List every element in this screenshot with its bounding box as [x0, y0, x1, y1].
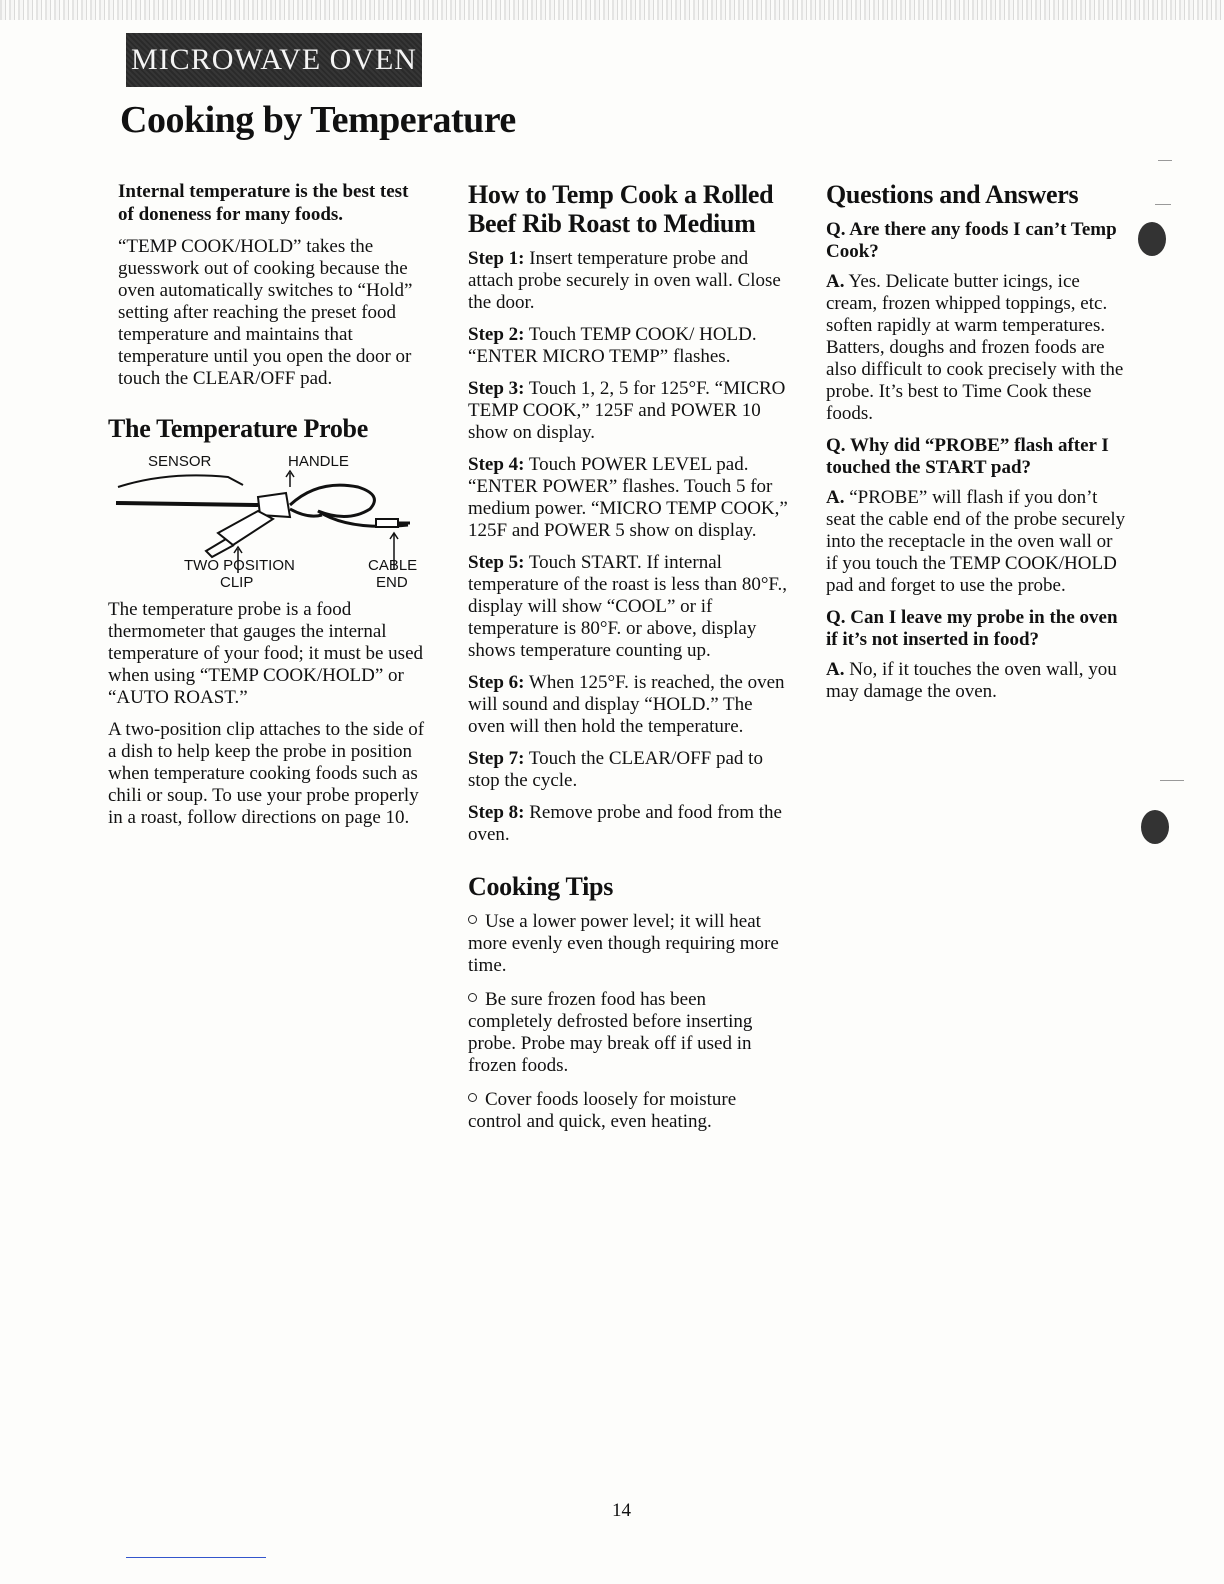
tips-list	[468, 911, 788, 1133]
edge-mark	[1160, 780, 1184, 781]
left-column	[108, 180, 428, 839]
question	[826, 219, 1126, 263]
step-text: Touch the CLEAR/OFF pad to stop the cycle.	[468, 748, 763, 791]
bullet-icon	[468, 915, 477, 924]
bottom-rule	[126, 1557, 266, 1558]
step-item	[468, 324, 788, 368]
tip-item	[468, 989, 788, 1077]
step-label: Step 3:	[468, 378, 525, 399]
a-text: “PROBE” will flash if you don’t seat the cable end of the probe securely into the receptacle in the oven wall or if you touch the TEMP COOK/HOLD pad and forget to use the probe.	[826, 487, 1126, 596]
answer	[826, 271, 1126, 425]
punch-hole-mark	[1141, 810, 1169, 844]
step-text: Touch POWER LEVEL pad. “ENTER POWER” flashes. Touch 5 for medium power. “MICRO TEMP COOK,” 125F and POWER 5 show on display.	[468, 454, 788, 541]
step-label: Step 4:	[468, 454, 525, 475]
label-two-position: TWO POSITION	[184, 557, 295, 574]
label-clip: CLIP	[220, 574, 254, 591]
step-item	[468, 454, 788, 542]
qa-item	[826, 607, 1126, 703]
step-text: Touch START. If internal temperature of the roast is less than 80°F., display will show “COOL” or if temperature is 80°F. or above, display shows temperature counting up.	[468, 552, 787, 661]
q-label: Q.	[826, 607, 846, 628]
right-column	[826, 180, 1126, 713]
step-label: Step 5:	[468, 552, 525, 573]
label-cable: CABLE	[368, 557, 418, 574]
q-text: Are there any foods I can’t Temp Cook?	[826, 219, 1117, 262]
procedure-heading: How to Temp Cook a Rolled Beef Rib Roast to Medium	[468, 180, 774, 238]
q-text: Can I leave my probe in the oven if it’s not inserted in food?	[826, 607, 1118, 650]
lead-text: Internal temperature is the best test of doneness for many foods.	[118, 181, 409, 225]
q-label: Q.	[826, 435, 846, 456]
edge-mark	[1158, 160, 1172, 161]
question	[826, 435, 1126, 479]
scan-top-band	[0, 0, 1224, 20]
q-text: Why did “PROBE” flash after I touched the START pad?	[826, 435, 1109, 478]
probe-diagram	[108, 453, 428, 591]
a-label: A.	[826, 659, 845, 680]
probe-heading: The Temperature Probe	[108, 414, 368, 443]
probe-paragraph-2: A two-position clip attaches to the side of a dish to help keep the probe in position when temperature cooking foods such as chili or soup. To use your probe properly in a roast, follow directions on page 10.	[108, 719, 425, 828]
step-text: Remove probe and food from the oven.	[468, 802, 782, 845]
steps-list	[468, 248, 788, 846]
step-label: Step 7:	[468, 748, 525, 769]
bullet-icon	[468, 993, 477, 1002]
step-item	[468, 672, 788, 738]
a-label: A.	[826, 271, 845, 292]
intro-paragraph: “TEMP COOK/HOLD” takes the guesswork out of cooking because the oven automatically switches to “Hold” setting after reaching the preset food temperature and maintains that temperature until you open the door or touch the CLEAR/OFF pad.	[118, 236, 413, 389]
tip-text: Use a lower power level; it will heat more evenly even though requiring more time.	[468, 911, 779, 976]
step-label: Step 2:	[468, 324, 525, 345]
tip-item	[468, 1089, 788, 1133]
tip-item	[468, 911, 788, 977]
tip-text: Be sure frozen food has been completely defrosted before inserting probe. Probe may break off if used in frozen foods.	[468, 989, 753, 1076]
step-label: Step 8:	[468, 802, 525, 823]
page-title: Cooking by Temperature	[120, 99, 516, 141]
qa-item	[826, 435, 1126, 597]
a-text: No, if it touches the oven wall, you may damage the oven.	[826, 659, 1117, 702]
qa-heading: Questions and Answers	[826, 180, 1079, 209]
a-label: A.	[826, 487, 845, 508]
question	[826, 607, 1126, 651]
step-label: Step 1:	[468, 248, 525, 269]
step-item	[468, 552, 788, 662]
step-item	[468, 748, 788, 792]
middle-column	[468, 180, 788, 1145]
q-label: Q.	[826, 219, 846, 240]
answer	[826, 659, 1126, 703]
label-sensor: SENSOR	[148, 453, 212, 470]
step-item	[468, 378, 788, 444]
step-text: Insert temperature probe and attach probe securely in oven wall. Close the door.	[468, 248, 781, 313]
label-handle: HANDLE	[288, 453, 349, 470]
qa-item	[826, 219, 1126, 425]
step-text: Touch 1, 2, 5 for 125°F. “MICRO TEMP COOK,” 125F and POWER 10 show on display.	[468, 378, 786, 443]
probe-paragraph-1: The temperature probe is a food thermometer that gauges the internal temperature of your food; it must be used when using “TEMP COOK/HOLD” or “AUTO ROAST.”	[108, 599, 424, 708]
step-text: Touch TEMP COOK/ HOLD. “ENTER MICRO TEMP” flashes.	[468, 324, 757, 367]
tip-text: Cover foods loosely for moisture control and quick, even heating.	[468, 1089, 737, 1132]
bullet-icon	[468, 1093, 477, 1102]
step-item	[468, 802, 788, 846]
section-banner: MICROWAVE OVEN	[126, 33, 422, 87]
answer	[826, 487, 1126, 597]
a-text: Yes. Delicate butter icings, ice cream, frozen whipped toppings, etc. soften rapidly at warm temperatures. Batters, doughs and frozen foods are also difficult to cook precisely with the probe. It’s best to Time Cook these foods.	[826, 271, 1124, 424]
step-label: Step 6:	[468, 672, 525, 693]
step-item	[468, 248, 788, 314]
punch-hole-mark	[1138, 222, 1166, 256]
step-text: When 125°F. is reached, the oven will sound and display “HOLD.” The oven will then hold the temperature.	[468, 672, 785, 737]
tips-heading: Cooking Tips	[468, 872, 614, 901]
label-end: END	[376, 574, 408, 591]
edge-mark	[1155, 204, 1171, 205]
page-number: 14	[612, 1500, 631, 1521]
